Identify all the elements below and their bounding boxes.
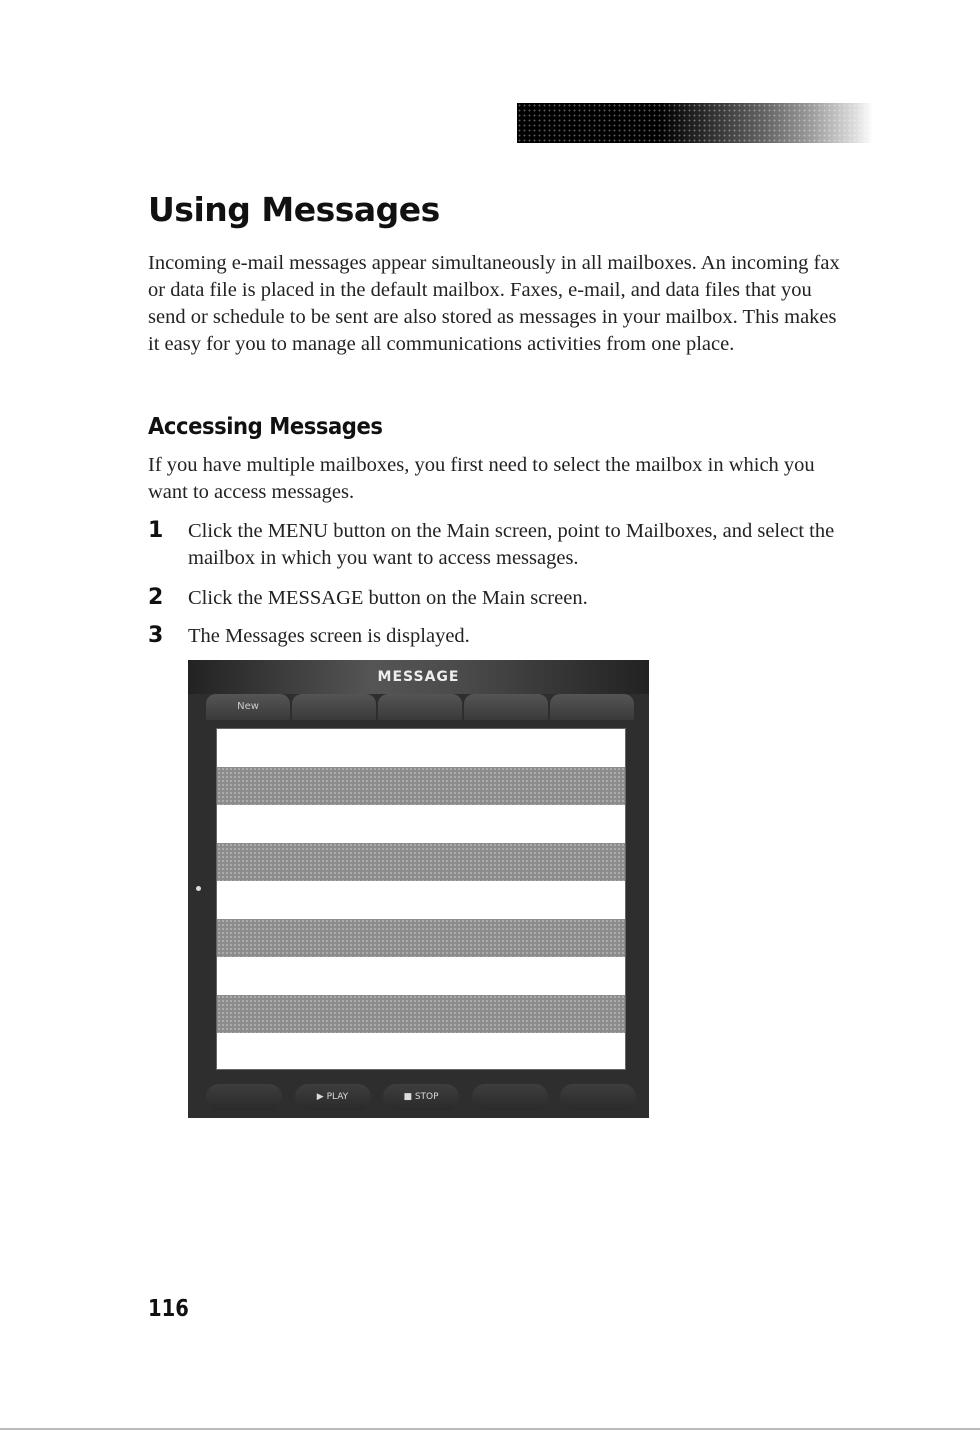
screenshot-list-row (217, 843, 625, 881)
screenshot-tab-new: New (206, 694, 290, 720)
screenshot-title: MESSAGE (188, 660, 649, 694)
step-text: Click the MENU button on the Main screen, point to Mailboxes, and select the mailbox in which you want to access messages. (188, 520, 835, 569)
step-text: Click the MESSAGE button on the Main screen. (188, 587, 588, 609)
screenshot-button-5 (560, 1084, 636, 1110)
screenshot-tab-4 (464, 694, 548, 720)
screenshot-tab-3 (378, 694, 462, 720)
screenshot-button-4 (472, 1084, 548, 1110)
screenshot-message-list (216, 728, 626, 1070)
step-number: 1 (148, 518, 164, 543)
subsection-title: Accessing Messages (148, 414, 383, 440)
section-title: Using Messages (148, 190, 440, 229)
screenshot-button-bar (206, 1084, 636, 1114)
screenshot-list-row (217, 995, 625, 1033)
screenshot-list-row (217, 1033, 625, 1071)
screenshot-tab-bar (206, 694, 636, 722)
intro-paragraph: Incoming e-mail messages appear simultaneously in all mailboxes. An incoming fax or data file is placed in the default mailbox. Faxes, e-mail, and data files that you send or schedule to be sent are also stored as messages in your mailbox. This makes it easy for you to manage all communications activities from one place. (148, 252, 840, 355)
screenshot-list-row (217, 805, 625, 843)
bottom-rule (0, 1428, 980, 1430)
screenshot-tab-5 (550, 694, 634, 720)
screenshot-tab-2 (292, 694, 376, 720)
page-number: 116 (148, 1296, 189, 1322)
screenshot-button-1 (206, 1084, 282, 1110)
screenshot-list-row (217, 881, 625, 919)
subsection-paragraph: If you have multiple mailboxes, you first need to select the mailbox in which you want to access messages. (148, 454, 815, 503)
screenshot-list-row (217, 767, 625, 805)
chapter-header-bar (517, 103, 873, 143)
step-text: The Messages screen is displayed. (188, 625, 470, 647)
screenshot-list-row (217, 919, 625, 957)
step-number: 2 (148, 585, 164, 610)
screenshot-list-row (217, 957, 625, 995)
screenshot-bullet-icon (196, 886, 201, 891)
screenshot-play-button: ▶ PLAY (295, 1084, 371, 1110)
step-number: 3 (148, 623, 164, 648)
screenshot-list-row (217, 729, 625, 767)
screenshot-stop-button: ■ STOP (383, 1084, 459, 1110)
messages-screen-screenshot (188, 660, 649, 1118)
